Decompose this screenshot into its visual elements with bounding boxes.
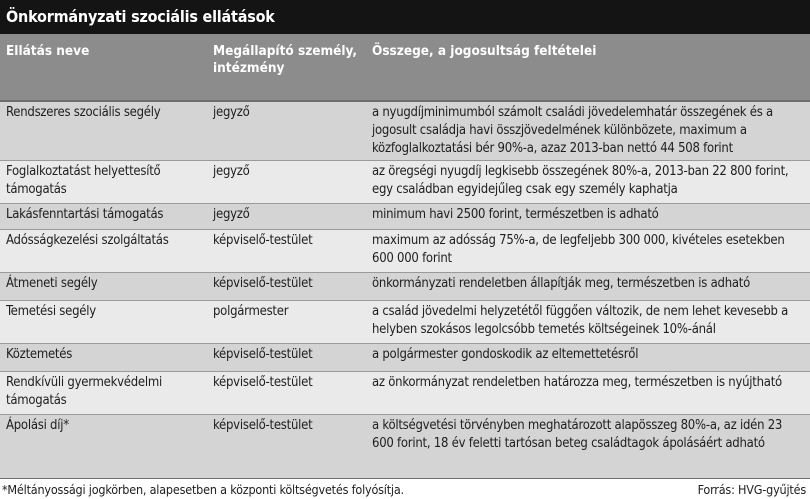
table-row xyxy=(0,230,810,272)
table-bottom-rule xyxy=(0,478,810,479)
footnote: *Méltányossági jogkörben, alapesetben a központi költségvetés folyósítja. xyxy=(2,482,404,497)
benefit-name: Átmeneti segély xyxy=(6,276,98,291)
benefit-name: Ápolási díj* xyxy=(6,418,69,433)
benefit-authority: képviselő-testület xyxy=(213,418,313,433)
benefit-conditions: maximum az adósság 75%-a, de legfeljebb 300 000, kivételes esetekben 600 000 forint xyxy=(372,233,785,266)
header-conditions: Összege, a jogosultság feltételei xyxy=(372,43,597,59)
header-authority: Megállapító személy, intézmény xyxy=(213,43,358,76)
benefit-conditions: minimum havi 2500 forint, természetben is adható xyxy=(372,207,659,222)
benefit-conditions: az öregségi nyugdíj legkisebb összegének 80%-a, 2013-ban 22 800 forint, egy családban egyidejűleg csak egy személy kaphatja xyxy=(372,164,789,197)
table-row xyxy=(0,415,810,478)
table-header xyxy=(0,34,810,100)
benefit-name: Lakásfenntartási támogatás xyxy=(6,207,164,222)
benefit-authority: képviselő-testület xyxy=(213,375,313,390)
table-row xyxy=(0,100,810,160)
table-row xyxy=(0,204,810,229)
benefit-authority: képviselő-testület xyxy=(213,347,313,362)
benefit-conditions: a költségvetési törvényben meghatározott alapösszeg 80%-a, az idén 23 600 forint, 18 év feletti tartósan beteg családtagok ápolásáért adható xyxy=(372,418,783,451)
source-credit: Forrás: HVG-gyűjtés xyxy=(697,482,806,497)
table-row xyxy=(0,161,810,203)
table-row xyxy=(0,372,810,414)
table-row xyxy=(0,273,810,300)
benefit-conditions: az önkormányzat rendeletben határozza meg, természetben is nyújtható xyxy=(372,375,782,390)
benefit-conditions: a nyugdíjminimumból számolt családi jövedelemhatár összegének és a jogosult családja havi összjövedelmének különbözete, maximum a közfoglalkoztatási bér 90%-a, azaz 2013-ban nettó 44 508 forint xyxy=(372,105,773,156)
benefit-name: Adósságkezelési szolgáltatás xyxy=(6,233,169,248)
benefit-name: Rendszeres szociális segély xyxy=(6,105,161,120)
benefit-conditions: a polgármester gondoskodik az eltemettetésről xyxy=(372,347,639,362)
benefit-authority: képviselő-testület xyxy=(213,276,313,291)
benefit-name: Rendkívüli gyermekvédelmi támogatás xyxy=(6,375,163,408)
benefit-name: Foglalkoztatást helyettesítő támogatás xyxy=(6,164,161,197)
table-row xyxy=(0,344,810,371)
benefit-authority: képviselő-testület xyxy=(213,233,313,248)
benefit-authority: jegyző xyxy=(213,164,250,179)
benefit-name: Temetési segély xyxy=(6,304,96,319)
table-title: Önkormányzati szociális ellátások xyxy=(0,0,810,34)
benefit-conditions: önkormányzati rendeletben állapítják meg, természetben is adható xyxy=(372,276,751,291)
table-row xyxy=(0,301,810,343)
benefit-authority: jegyző xyxy=(213,207,250,222)
benefit-authority: jegyző xyxy=(213,105,250,120)
benefit-authority: polgármester xyxy=(213,304,289,319)
benefit-name: Köztemetés xyxy=(6,347,73,362)
benefit-conditions: a család jövedelmi helyzetétől függően változik, de nem lehet kevesebb a helyben szokásos legolcsóbb temetés költségeinek 10%-ánál xyxy=(372,304,789,337)
header-benefit-name: Ellátás neve xyxy=(6,43,90,59)
table-footer xyxy=(0,480,810,499)
